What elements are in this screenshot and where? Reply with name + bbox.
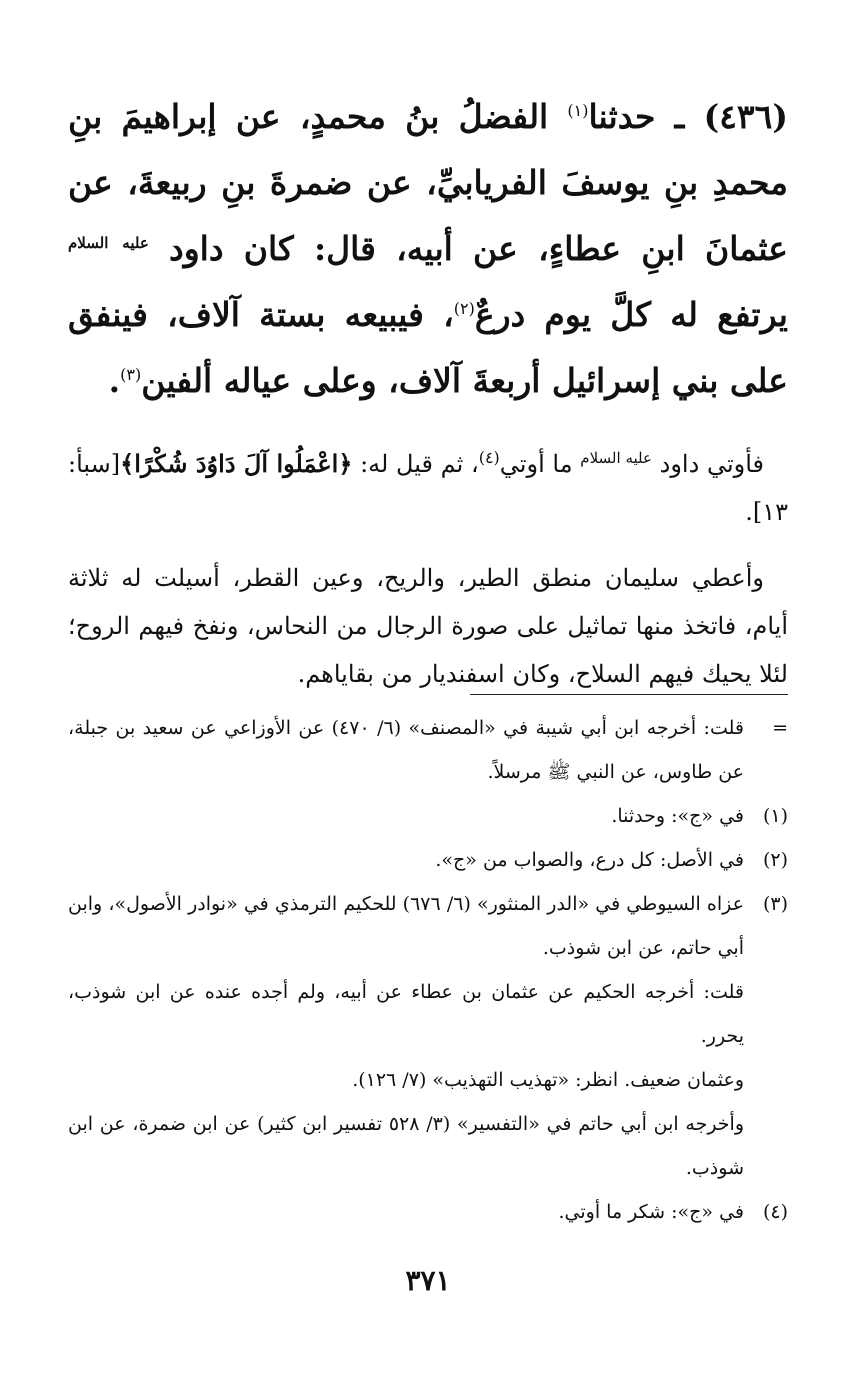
footnote-2	[68, 838, 788, 882]
footnote-marker: =	[772, 717, 788, 739]
footnote-marker: (١)	[762, 805, 788, 827]
footnote-ref-4: (٤)	[478, 448, 500, 467]
verse-reference: [سبأ: ١٣].	[68, 450, 788, 526]
page-number: ٣٧١	[405, 1264, 451, 1297]
paragraph-text: ، ثم قيل له:	[352, 450, 479, 478]
footnote-4	[68, 1190, 788, 1234]
salutation-glyph: عليه السلام	[580, 449, 652, 467]
footnote-marker: (٢)	[762, 849, 788, 871]
footnote-marker: (٤)	[762, 1201, 788, 1223]
hadith-text: .	[108, 361, 121, 400]
footnote-text: قلت: أخرجه ابن أبي شيبة في «المصنف» (٦/ ٤٧٠) عن الأوزاعي عن سعيد بن جبلة، عن طاوس، عن النبي ﷺ مرسلاً.	[68, 717, 744, 783]
footnote-ref-3: (٣)	[120, 365, 142, 384]
hadith-dash: ـ	[655, 97, 704, 136]
paragraph-text: ما أوتي	[499, 450, 581, 478]
footnote-ref-2: (٢)	[453, 299, 475, 318]
footnote-text: في الأصل: كل درع، والصواب من «ج».	[435, 849, 744, 871]
paragraph-sulayman: وأعطي سليمان منطق الطير، والريح، وعين القطر، أسيلت له ثلاثة أيام، فاتخذ منها تماثيل على صورة الرجال من النحاس، ونفخ فيهم الروح؛ لئلا يحيك فيهم السلاح، وكان اسفنديار من بقاياهم.	[68, 564, 788, 688]
footnote-3-paragraph: وأخرجه ابن أبي حاتم في «التفسير» (٣/ ٥٢٨ تفسير ابن كثير) عن ابن ضمرة، عن ابن شوذب.	[68, 1113, 744, 1179]
hadith-436	[68, 84, 788, 414]
hadith-text: يرتفع له كلَّ يوم درعٌ	[474, 295, 788, 334]
footnote-1	[68, 794, 788, 838]
footnotes	[68, 706, 788, 1234]
quran-verse: ﴿اعْمَلُوا آلَ دَاوُدَ شُكْرًا﴾	[120, 449, 353, 478]
paragraph-text: فأوتي داود	[651, 450, 765, 478]
footnote-3-paragraph: قلت: أخرجه الحكيم عن عثمان بن عطاء عن أبيه، ولم أجده عنده عن ابن شوذب، يحرر.	[68, 981, 744, 1047]
footnote-ref-1: (١)	[567, 101, 589, 120]
hadith-opening: حدثنا	[588, 97, 656, 136]
footnote-text: في «ج»: شكر ما أوتي.	[558, 1201, 744, 1223]
footnote-continuation	[68, 706, 788, 794]
main-text	[68, 84, 788, 698]
footnote-text: في «ج»: وحدثنا.	[611, 805, 744, 827]
salutation-glyph: عليه السلام	[68, 234, 149, 252]
footnote-separator	[470, 694, 788, 695]
paragraph-dawud	[68, 440, 788, 536]
footnote-text: عزاه السيوطي في «الدر المنثور» (٦/ ٦٧٦) للحكيم الترمذي في «نوادر الأصول»، وابن أبي حاتم، عن ابن شوذب.	[68, 893, 744, 959]
hadith-text: ، فيبيعه بستة آلاف، فينفق على بني إسرائيل أربعةَ آلاف، وعلى عياله ألفين	[68, 295, 788, 400]
footnote-3-paragraph: وعثمان ضعيف. انظر: «تهذيب التهذيب» (٧/ ١٢٦).	[352, 1069, 744, 1091]
footnote-marker: (٣)	[762, 893, 788, 915]
hadith-number: (٤٣٦)	[703, 97, 788, 136]
hadith-text: الفضلُ بنُ محمدٍ، عن إبراهيمَ بنِ محمدِ بنِ يوسفَ الفريابيِّ، عن ضمرةَ بنِ ربيعةَ، عن عثمانَ ابنِ عطاءٍ، عن أبيه، قال: كان داود	[68, 97, 788, 268]
footnote-3	[68, 882, 788, 970]
